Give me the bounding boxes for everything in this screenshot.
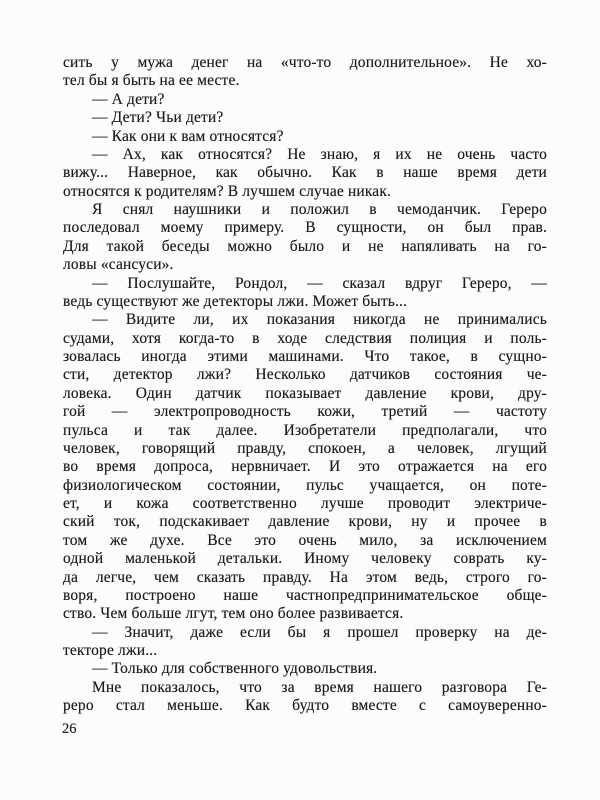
text-line: — А дети?	[92, 90, 165, 108]
text-line: зовалась иногда этими машинами. Что такое, в сущно-	[63, 348, 547, 365]
text-line: во время допроса, нервничает. И это отражается на его	[63, 458, 547, 476]
text-line: гой — электропроводность кожи, третий — частоту	[63, 403, 547, 421]
text-line: одной маленькой детальки. Иному человеку соврать ку-	[63, 550, 547, 568]
text-line: Мне показалось, что за время нашего разговора Ге-	[92, 678, 547, 696]
text-line: последовал моему примеру. В сущности, он был прав.	[63, 219, 547, 237]
text-line: — Только для собственного удовольствия.	[92, 660, 378, 678]
text-line: ведь существуют же детекторы лжи. Может быть...	[63, 292, 408, 310]
text-line: пульса и так далее. Изобретатели предполагали, что	[63, 421, 547, 439]
text-line: тел бы я быть на ее месте.	[63, 72, 240, 90]
page-number: 26	[62, 721, 77, 737]
text-line: текторе лжи...	[63, 642, 158, 659]
text-line: — Значит, даже если бы я прошел проверку на де-	[92, 623, 547, 641]
text-line: ство. Чем больше лгут, тем оно более развивается.	[63, 605, 404, 623]
text-line: — Как они к вам относятся?	[92, 127, 284, 145]
text-line: том же духе. Все это очень мило, за исключением	[63, 531, 547, 549]
text-line: Я снял наушники и положил в чемоданчик. Гереро	[92, 201, 547, 218]
text-line: сить у мужа денег на «что-то дополнительное». Не хо-	[63, 54, 547, 71]
text-line: человек, говорящий правду, спокоен, а человек, лгущий	[63, 439, 547, 457]
text-line: — Дети? Чьи дети?	[92, 109, 224, 127]
text-line: Для такой беседы можно было и не напяливать на го-	[63, 237, 547, 255]
text-line: воря, построено наше частнопредпринимательское обще-	[63, 586, 547, 604]
text-line: сти, детектор лжи? Несколько датчиков состояния че-	[63, 366, 547, 384]
page-text	[63, 54, 547, 716]
text-line: физиологическом состоянии, пульс учащается, он поте-	[63, 476, 547, 494]
text-line: ловека. Один датчик показывает давление крови, дру-	[63, 384, 547, 402]
text-line: — Послушайте, Рондол, — сказал вдруг Гереро, —	[92, 274, 547, 292]
text-line: ловы «сансуси».	[63, 256, 174, 274]
text-line: реро стал меньше. Как будто вместе с самоуверенно-	[63, 697, 547, 715]
text-line: да легче, чем сказать правду. На этом ведь, строго го-	[63, 568, 547, 586]
text-line: судами, хотя когда-то в ходе следствия полиция и поль-	[63, 329, 547, 347]
text-line: — Ах, как относятся? Не знаю, я их не очень часто	[92, 145, 547, 163]
text-line: относятся к родителям? В лучшем случае никак.	[63, 182, 392, 200]
text-line: — Видите ли, их показания никогда не принимались	[92, 311, 547, 329]
text-line: ский ток, подскакивает давление крови, ну и прочее в	[63, 513, 547, 531]
text-line: ет, и кожа соответственно лучше проводит электриче-	[63, 495, 547, 512]
text-line: вижу... Наверное, как обычно. Как в наше время дети	[63, 164, 547, 182]
